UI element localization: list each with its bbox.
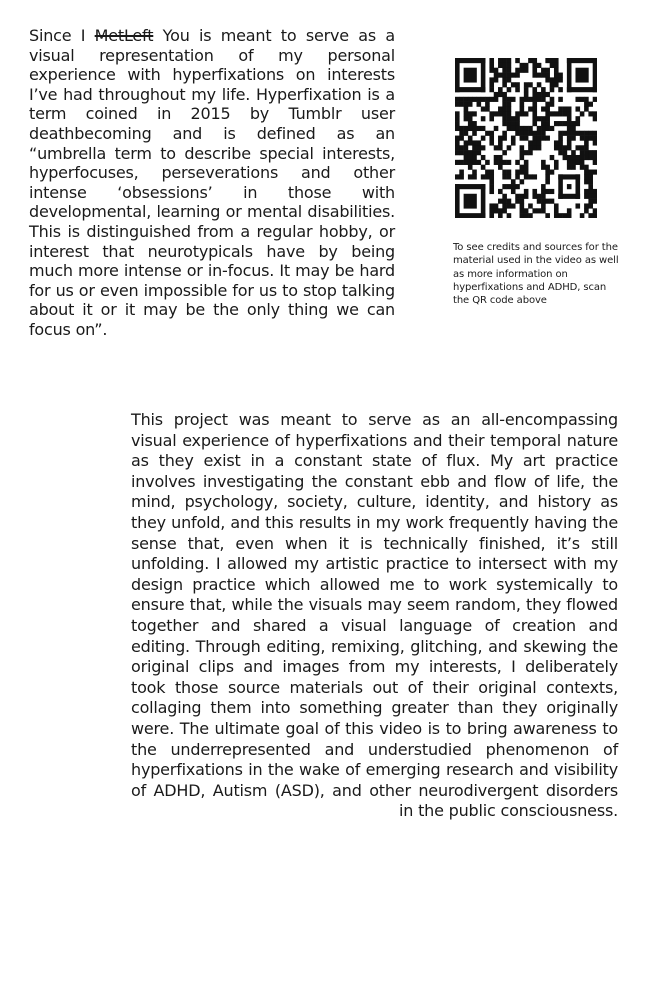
intro-paragraph xyxy=(29,26,395,340)
qr-caption: To see credits and sources for the material used in the video as well as more information on hyperfixations and ADHD, scan the QR code above xyxy=(453,242,619,307)
qr-code-graphic xyxy=(455,58,597,218)
intro-lead: Since I xyxy=(29,26,95,45)
struck-title: MetLeft xyxy=(94,26,154,45)
project-statement: This project was meant to serve as an all-encompassing visual experience of hyperfixations and their temporal nature as they exist in a constant state of flux. My art practice involves investigating the constant ebb and flow of life, the mind, psychology, society, culture, identity, and history as they unfold, and this results in my work frequently having the sense that, even when it is technically finished, it’s still unfolding. I allowed my artistic practice to intersect with my design practice which allowed me to work systemically to ensure that, while the visuals may seem random, they flowed together and shared a visual language of creation and editing. Through editing, remixing, glitching, and skewing the original clips and images from my interests, I deliberately took those source materials out of their original contexts, collaging them into something greater than they originally were. The ultimate goal of this video is to bring awareness to the underrepresented and understudied phenomenon of hyperfixations in the wake of emerging research and visibility of ADHD, Autism (ASD), and other neurodivergent disorders in the public consciousness. xyxy=(131,410,618,821)
qr-code-icon[interactable] xyxy=(455,58,597,218)
intro-body: You is meant to serve as a visual representation of my personal experience with hyperfixations on interests I’ve had throughout my life. Hyperfixation is a term coined in 2015 by Tumblr user deathbecoming and is defined as an “umbrella term to describe special interests, hyperfocuses, perseverations and other intense ‘obsessions’ in those with developmental, learning or mental disabilities. This is distinguished from a regular hobby, or interest that neurotypicals have by being much more intense or in-focus. It may be hard for us or even impossible for us to stop talking about it or it may be the only thing we can focus on”. xyxy=(29,26,395,339)
